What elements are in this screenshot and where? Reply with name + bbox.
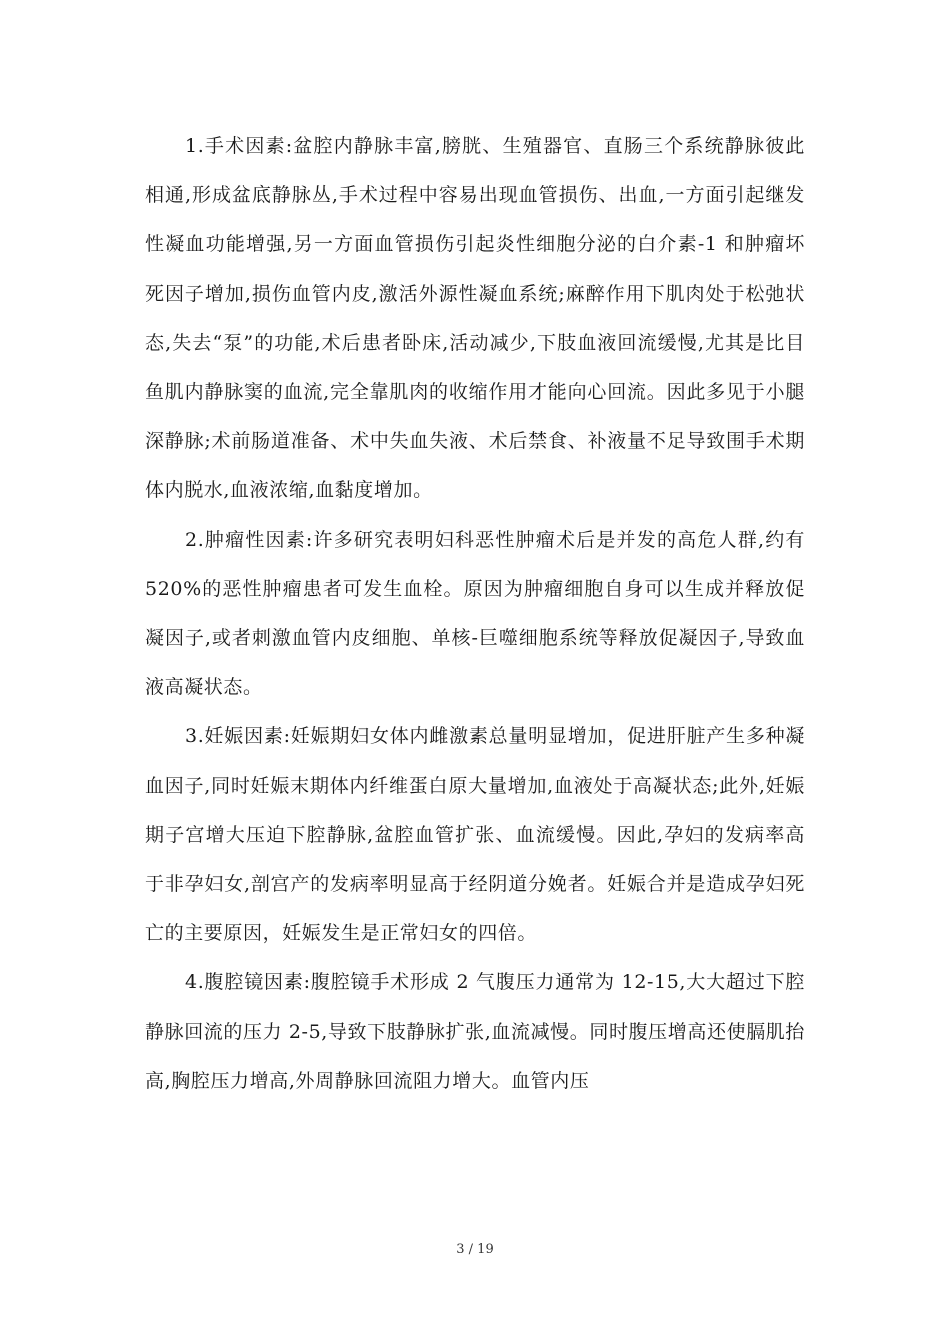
paragraph-tumor-factors: 2.肿瘤性因素:许多研究表明妇科恶性肿瘤术后是并发的高危人群,约有 520%的恶性肿瘤患者可发生血栓。原因为肿瘤细胞自身可以生成并释放促凝因子,或者刺激血管内皮细胞、单核-巨噬细胞系统等释放促凝因子,导致血液高凝状态。: [145, 528, 805, 699]
paragraph-laparoscopy-factors: 4.腹腔镜因素:腹腔镜手术形成 2 气腹压力通常为 12-15,大大超过下腔静脉回流的压力 2-5,导致下肢静脉扩张,血流减慢。同时腹压增高还使膈肌抬高,胸腔压力增高,外周静脉回流阻力增大。血管内压: [145, 971, 805, 1092]
page-number: 3 / 19: [456, 1242, 494, 1257]
paragraph-surgical-factors: 1.手术因素:盆腔内静脉丰富,膀胱、生殖器官、直肠三个系统静脉彼此相通,形成盆底静脉丛,手术过程中容易出现血管损伤、出血,一方面引起继发性凝血功能增强,另一方面血管损伤引起炎性细胞分泌的白介素-1 和肿瘤坏死因子增加,损伤血管内皮,激活外源性凝血系统;麻醉作用下肌肉处于松弛状态,失去“泵”的功能,术后患者卧床,活动减少,下肢血液回流缓慢,尤其是比目鱼肌内静脉窦的血流,完全靠肌肉的收缩作用才能向心回流。因此多见于小腿深静脉;术前肠道准备、术中失血失液、术后禁食、补液量不足导致围手术期体内脱水,血液浓缩,血黏度增加。: [145, 135, 805, 502]
body-text: [145, 122, 805, 1106]
paragraph-pregnancy-factors: 3.妊娠因素:妊娠期妇女体内雌激素总量明显增加，促进肝脏产生多种凝血因子,同时妊娠末期体内纤维蛋白原大量增加,血液处于高凝状态;此外,妊娠期子宫增大压迫下腔静脉,盆腔血管扩张、血流缓慢。因此,孕妇的发病率高于非孕妇女,剖宫产的发病率明显高于经阴道分娩者。妊娠合并是造成孕妇死亡的主要原因，妊娠发生是正常妇女的四倍。: [145, 725, 805, 945]
